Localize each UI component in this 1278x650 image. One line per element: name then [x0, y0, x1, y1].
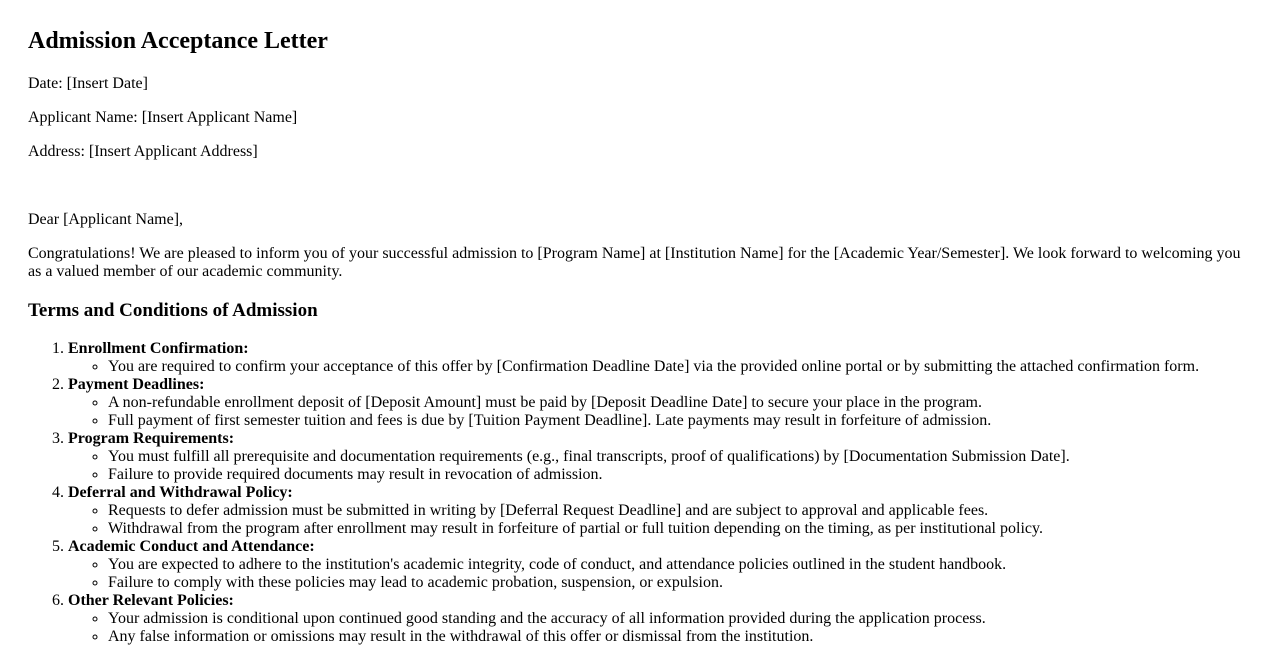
terms-heading: Terms and Conditions of Admission — [28, 300, 318, 321]
term-points — [68, 610, 1199, 646]
term-points — [68, 448, 1199, 484]
term-point: ◦ Full payment of first semester tuition and fees is due by [Tuition Payment Deadline]. Late payments may result in forfeiture of admission. — [108, 412, 1199, 430]
term-point: ◦ Your admission is conditional upon continued good standing and the accuracy of all information provided during the application process. — [108, 610, 1199, 628]
term-item — [68, 376, 1199, 430]
term-item — [68, 484, 1199, 538]
term-point: ◦ You are required to confirm your acceptance of this offer by [Confirmation Deadline Date] via the provided online portal or by submitting the attached confirmation form. — [108, 358, 1199, 376]
term-point: ◦ Failure to provide required documents may result in revocation of admission. — [108, 466, 1199, 484]
term-points — [68, 502, 1199, 538]
term-title: Academic Conduct and Attendance: — [68, 538, 315, 555]
term-point: ◦ Any false information or omissions may result in the withdrawal of this offer or dismissal from the institution. — [108, 628, 1199, 646]
applicant-name-line: Applicant Name: [Insert Applicant Name] — [28, 109, 298, 126]
term-title: Deferral and Withdrawal Policy: — [68, 484, 293, 501]
term-point: ◦ Requests to defer admission must be submitted in writing by [Deferral Request Deadline] and are subject to approval and applicable fees. — [108, 502, 1199, 520]
salutation: Dear [Applicant Name], — [28, 211, 184, 228]
date-line: Date: [Insert Date] — [28, 75, 148, 92]
term-point: ◦ You are expected to adhere to the institution's academic integrity, code of conduct, and attendance policies outlined in the student handbook. — [108, 556, 1199, 574]
term-points — [68, 358, 1199, 376]
term-item — [68, 430, 1199, 484]
term-item — [68, 592, 1199, 646]
term-point: ◦ A non-refundable enrollment deposit of [Deposit Amount] must be paid by [Deposit Deadline Date] to secure your place in the program. — [108, 394, 1199, 412]
intro-paragraph: Congratulations! We are pleased to inform you of your successful admission to [Program Name] at [Institution Name] for the [Academic Year/Semester]. We look forward to welcoming you as a valued member of our academic community. — [28, 245, 1241, 280]
term-title: Payment Deadlines: — [68, 376, 205, 393]
term-item — [68, 340, 1199, 376]
term-point: ◦ Withdrawal from the program after enrollment may result in forfeiture of partial or full tuition depending on the timing, as per institutional policy. — [108, 520, 1199, 538]
terms-list — [28, 340, 1199, 646]
term-points — [68, 556, 1199, 592]
term-title: Program Requirements: — [68, 430, 235, 447]
term-point: ◦ You must fulfill all prerequisite and documentation requirements (e.g., final transcripts, proof of qualifications) by [Documentation Submission Date]. — [108, 448, 1199, 466]
letter-title: Admission Acceptance Letter — [28, 28, 328, 54]
term-title: Other Relevant Policies: — [68, 592, 234, 609]
term-title: Enrollment Confirmation: — [68, 340, 249, 357]
term-item — [68, 538, 1199, 592]
term-point: ◦ Failure to comply with these policies may lead to academic probation, suspension, or expulsion. — [108, 574, 1199, 592]
address-line: Address: [Insert Applicant Address] — [28, 143, 258, 160]
term-points — [68, 394, 1199, 430]
